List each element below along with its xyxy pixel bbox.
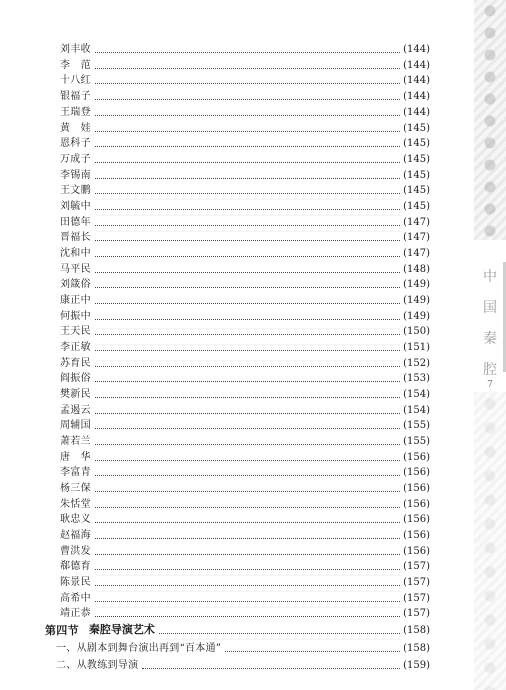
toc-entry (60, 261, 430, 276)
entry-page: (147) (403, 232, 430, 243)
side-title-char: 秦 (483, 331, 497, 347)
entry-name: 曹洪发 (60, 546, 91, 557)
toc-entry (60, 417, 430, 432)
toc-entry (60, 480, 430, 495)
decorative-border-bottom (474, 392, 506, 690)
toc-entry (60, 511, 430, 526)
toc-entry (60, 276, 430, 291)
toc-entry (60, 292, 430, 307)
toc-entry (60, 229, 430, 244)
entry-name: 万成子 (60, 154, 91, 165)
entry-page: (145) (403, 201, 430, 212)
toc-entry (60, 135, 430, 150)
dot-leader (95, 601, 400, 602)
toc-entry (60, 214, 430, 229)
entry-page: (156) (403, 452, 430, 463)
entry-page: (157) (403, 593, 430, 604)
side-book-title (474, 262, 506, 386)
entry-name: 何振中 (60, 311, 91, 322)
entry-name: 恩科子 (60, 138, 91, 149)
decorative-border-top (474, 0, 506, 240)
entry-page: (144) (403, 44, 430, 55)
dot-leader (95, 193, 400, 194)
dot-leader (95, 616, 400, 617)
dot-leader (95, 68, 400, 69)
entry-name: 十八红 (60, 75, 91, 86)
toc-entry (60, 41, 430, 56)
entry-page: (155) (403, 436, 430, 447)
toc-entry (60, 182, 430, 197)
entry-page: (153) (403, 373, 430, 384)
entry-page: (150) (403, 326, 430, 337)
entry-page: (149) (403, 311, 430, 322)
toc-subsection (56, 640, 430, 655)
entry-page: (145) (403, 154, 430, 165)
entry-page: (145) (403, 185, 430, 196)
dot-leader (95, 287, 400, 288)
dot-leader (95, 146, 400, 147)
entry-page: (147) (403, 248, 430, 259)
dot-leader (95, 225, 400, 226)
toc-entry (60, 57, 430, 72)
dot-leader (95, 303, 400, 304)
toc-subsection (56, 657, 430, 672)
dot-leader (95, 240, 400, 241)
subsection-name: 一、从剧本到舞台演出再到“百本通” (56, 643, 222, 654)
toc-entry (60, 590, 430, 605)
dot-leader (95, 272, 400, 273)
entry-page: (145) (403, 170, 430, 181)
dot-leader (95, 522, 400, 523)
dot-leader (95, 491, 400, 492)
dot-leader (95, 334, 400, 335)
entry-name: 李正敏 (60, 342, 91, 353)
entry-name: 康正中 (60, 295, 91, 306)
section-page: (158) (403, 625, 430, 636)
dot-leader (95, 460, 400, 461)
entry-name: 赵福海 (60, 530, 91, 541)
entry-page: (154) (403, 389, 430, 400)
dot-leader (95, 256, 400, 257)
entry-page: (156) (403, 546, 430, 557)
toc-entry (60, 464, 430, 479)
subsection-page: (159) (403, 660, 430, 671)
entry-name: 王瑞登 (60, 107, 91, 118)
dot-leader (95, 569, 400, 570)
dot-leader (95, 52, 400, 53)
side-title-char: 国 (483, 300, 497, 316)
entry-name: 黄 娃 (60, 123, 91, 134)
entry-page: (156) (403, 467, 430, 478)
toc-entry (60, 308, 430, 323)
toc-entry (60, 370, 430, 385)
toc-entry (60, 72, 430, 87)
toc-entry (60, 339, 430, 354)
entry-name: 周辅国 (60, 420, 91, 431)
dot-leader (95, 585, 400, 586)
dot-leader (95, 178, 400, 179)
dot-leader (95, 350, 400, 351)
entry-name: 王天民 (60, 326, 91, 337)
dot-leader (159, 633, 400, 634)
toc-entry (60, 433, 430, 448)
entry-page: (148) (403, 264, 430, 275)
entry-page: (147) (403, 217, 430, 228)
toc-entry (60, 88, 430, 103)
entry-page: (157) (403, 561, 430, 572)
toc-entry (60, 527, 430, 542)
dot-leader (95, 428, 400, 429)
toc-entry (60, 386, 430, 401)
dot-leader (95, 209, 400, 210)
dot-leader (95, 413, 400, 414)
dot-leader (95, 319, 400, 320)
dot-leader (225, 651, 400, 652)
entry-name: 萧若兰 (60, 436, 91, 447)
toc-entry (60, 574, 430, 589)
dot-leader (95, 131, 400, 132)
entry-name: 沈和中 (60, 248, 91, 259)
toc-entry (60, 558, 430, 573)
entry-name: 杨三保 (60, 483, 91, 494)
entry-name: 郗德育 (60, 561, 91, 572)
entry-name: 苏育民 (60, 358, 91, 369)
entry-page: (149) (403, 295, 430, 306)
entry-page: (144) (403, 75, 430, 86)
entry-name: 李 范 (60, 60, 91, 71)
dot-leader (95, 475, 400, 476)
entry-page: (154) (403, 405, 430, 416)
entry-name: 银福子 (60, 91, 91, 102)
toc-entry (60, 402, 430, 417)
entry-page: (144) (403, 91, 430, 102)
entry-page: (156) (403, 514, 430, 525)
entry-name: 朱恬堂 (60, 499, 91, 510)
entry-page: (144) (403, 107, 430, 118)
entry-name: 唐 华 (60, 452, 91, 463)
dot-leader (95, 381, 400, 382)
entry-name: 阎振俗 (60, 373, 91, 384)
entry-page: (156) (403, 483, 430, 494)
entry-name: 刘箴俗 (60, 279, 91, 290)
subsection-page: (158) (403, 643, 430, 654)
toc-entry (60, 245, 430, 260)
entry-page: (152) (403, 358, 430, 369)
entry-name: 王文鹏 (60, 185, 91, 196)
section-label: 第四节 (45, 624, 79, 637)
dot-leader (95, 366, 400, 367)
page-number: 7 (487, 380, 493, 390)
entry-page: (151) (403, 342, 430, 353)
dot-leader (95, 115, 400, 116)
entry-page: (145) (403, 138, 430, 149)
entry-name: 耿忠义 (60, 514, 91, 525)
toc-section-heading (45, 622, 430, 637)
toc-entry (60, 605, 430, 620)
entry-name: 李富青 (60, 467, 91, 478)
dot-leader (95, 99, 400, 100)
dot-leader (95, 507, 400, 508)
entry-page: (157) (403, 608, 430, 619)
subsection-name: 二、从教练到导演 (56, 660, 139, 671)
toc-entry (60, 496, 430, 511)
entry-page: (155) (403, 420, 430, 431)
dot-leader (95, 397, 400, 398)
entry-page: (156) (403, 499, 430, 510)
entry-name: 晋福长 (60, 232, 91, 243)
toc-entry (60, 120, 430, 135)
entry-name: 孟遏云 (60, 405, 91, 416)
dot-leader (142, 668, 400, 669)
dot-leader (95, 554, 400, 555)
toc-entry (60, 355, 430, 370)
toc-entry (60, 323, 430, 338)
toc-entry (60, 151, 430, 166)
side-title-char: 中 (483, 269, 497, 285)
dot-leader (95, 538, 400, 539)
entry-page: (145) (403, 123, 430, 134)
entry-name: 樊新民 (60, 389, 91, 400)
side-title-char: 腔 (483, 362, 497, 378)
section-title: 秦腔导演艺术 (88, 623, 155, 636)
dot-leader (95, 444, 400, 445)
entry-name: 田德年 (60, 217, 91, 228)
entry-page: (149) (403, 279, 430, 290)
entry-name: 刘丰收 (60, 44, 91, 55)
toc-entry (60, 449, 430, 464)
entry-page: (156) (403, 530, 430, 541)
entry-name: 刘毓中 (60, 201, 91, 212)
toc-entry (60, 198, 430, 213)
entry-name: 靖正恭 (60, 608, 91, 619)
entry-name: 李锡南 (60, 170, 91, 181)
entry-name: 马平民 (60, 264, 91, 275)
dot-leader (95, 162, 400, 163)
toc-entry (60, 543, 430, 558)
entry-name: 陈景民 (60, 577, 91, 588)
toc-entry (60, 104, 430, 119)
entry-page: (157) (403, 577, 430, 588)
entry-page: (144) (403, 60, 430, 71)
entry-name: 高希中 (60, 593, 91, 604)
toc-entry (60, 167, 430, 182)
dot-leader (95, 83, 400, 84)
